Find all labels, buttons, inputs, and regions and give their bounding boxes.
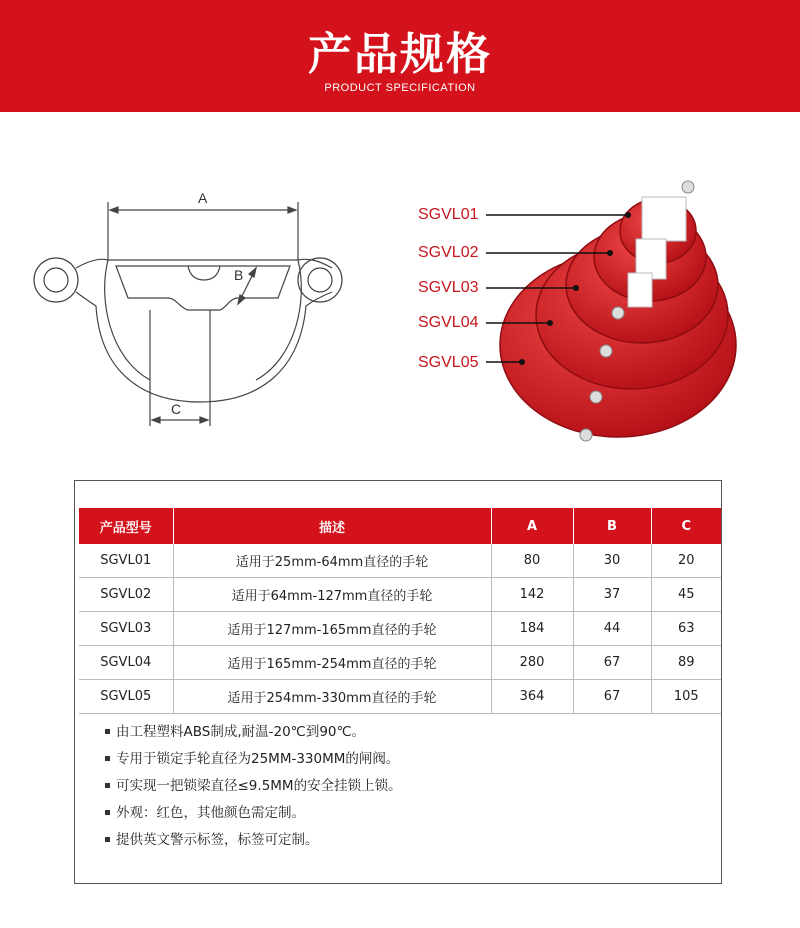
model-label-sgvl03: SGVL03: [418, 279, 479, 296]
cell-b: 30: [573, 544, 651, 578]
feature-item: 外观：红色，其他颜色需定制。: [105, 800, 402, 827]
table-row: [79, 578, 721, 612]
table-row: [79, 680, 721, 714]
cell-b: 67: [573, 646, 651, 680]
dimension-b-label: B: [234, 267, 244, 283]
cell-description: 适用于127mm-165mm直径的手轮: [173, 612, 491, 646]
table-row: [79, 544, 721, 578]
spec-table: [79, 508, 721, 714]
header-b: B: [573, 508, 651, 544]
header-description: 描述: [173, 508, 491, 544]
page-title: 产品规格: [308, 29, 492, 80]
dimension-a-label: A: [198, 190, 208, 206]
header-c: C: [651, 508, 721, 544]
feature-item: 专用于锁定手轮直径为25MM-330MM的闸阀。: [105, 746, 402, 773]
feature-item: 提供英文警示标签，标签可定制。: [105, 827, 402, 854]
cell-model: SGVL01: [79, 544, 173, 578]
header-a: A: [491, 508, 573, 544]
page-subtitle: PRODUCT SPECIFICATION: [324, 82, 476, 94]
cell-c: 45: [651, 578, 721, 612]
cell-description: 适用于25mm-64mm直径的手轮: [173, 544, 491, 578]
cell-b: 44: [573, 612, 651, 646]
cell-model: SGVL02: [79, 578, 173, 612]
cell-b: 67: [573, 680, 651, 714]
cell-c: 89: [651, 646, 721, 680]
feature-item: 由工程塑料ABS制成,耐温-20℃到90℃。: [105, 719, 402, 746]
cell-b: 37: [573, 578, 651, 612]
cell-model: SGVL03: [79, 612, 173, 646]
cell-a: 280: [491, 646, 573, 680]
cell-a: 184: [491, 612, 573, 646]
cell-c: 105: [651, 680, 721, 714]
cell-model: SGVL05: [79, 680, 173, 714]
feature-list: [105, 719, 402, 854]
cell-description: 适用于165mm-254mm直径的手轮: [173, 646, 491, 680]
technical-drawing: [20, 180, 360, 440]
cell-description: 适用于254mm-330mm直径的手轮: [173, 680, 491, 714]
feature-item: 可实现一把锁梁直径≤9.5MM的安全挂锁上锁。: [105, 773, 402, 800]
model-label-sgvl01: SGVL01: [418, 206, 479, 223]
spec-box: [74, 480, 722, 884]
table-row: [79, 646, 721, 680]
cell-a: 142: [491, 578, 573, 612]
model-label-sgvl02: SGVL02: [418, 244, 479, 261]
table-header-row: [79, 508, 721, 544]
header-model: 产品型号: [79, 508, 173, 544]
dimension-c-label: C: [171, 401, 182, 417]
cell-a: 364: [491, 680, 573, 714]
table-row: [79, 612, 721, 646]
model-label-sgvl04: SGVL04: [418, 314, 479, 331]
cell-description: 适用于64mm-127mm直径的手轮: [173, 578, 491, 612]
cell-c: 20: [651, 544, 721, 578]
cell-a: 80: [491, 544, 573, 578]
header-banner: [0, 0, 800, 112]
model-label-sgvl05: SGVL05: [418, 354, 479, 371]
cell-c: 63: [651, 612, 721, 646]
cell-model: SGVL04: [79, 646, 173, 680]
